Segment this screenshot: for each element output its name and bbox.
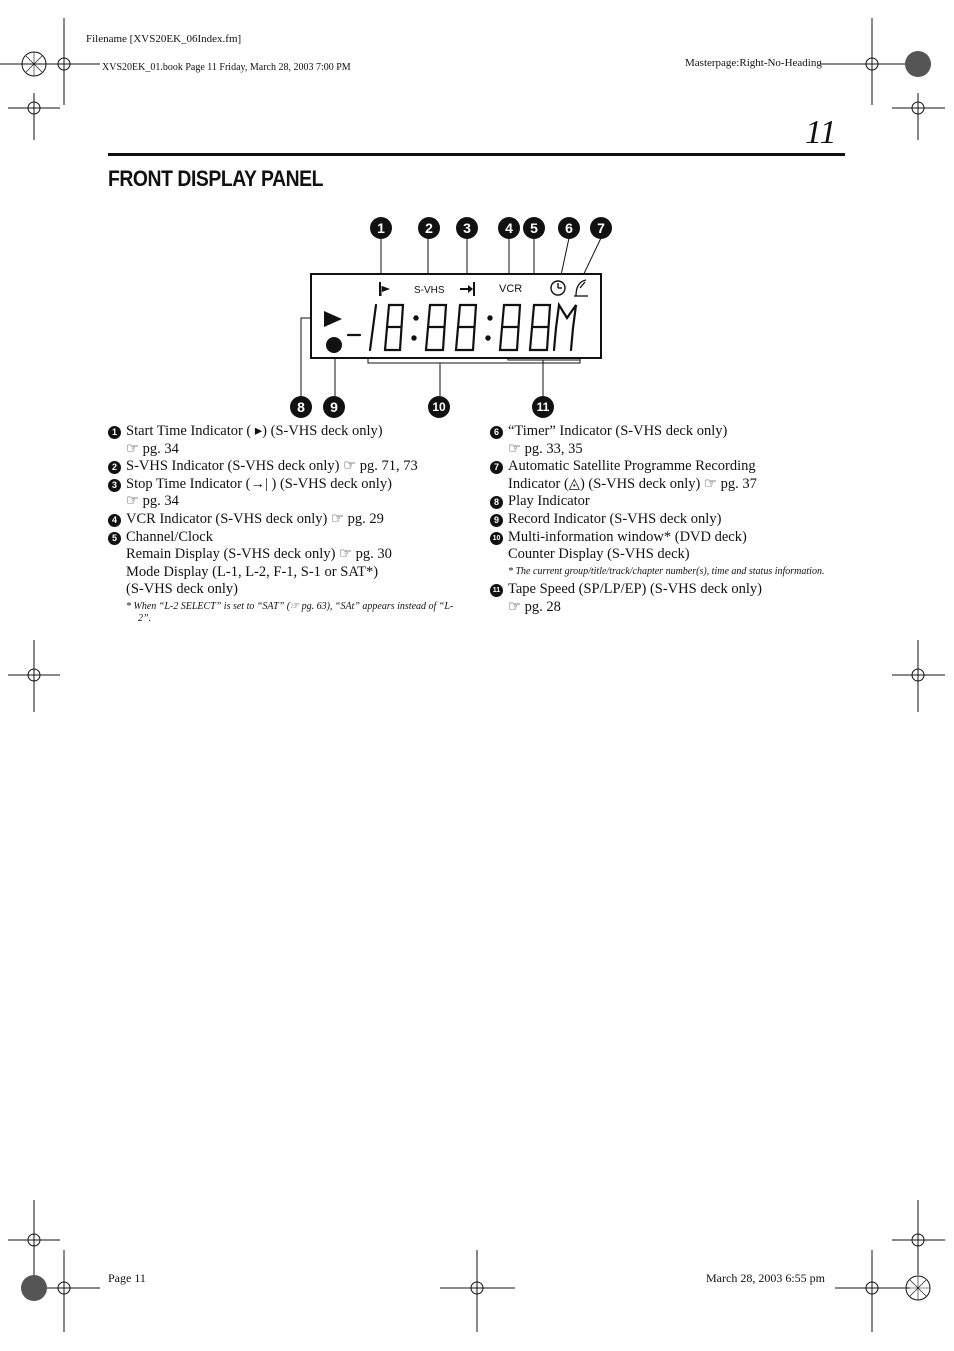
callout-10: 10 — [428, 396, 450, 418]
footer-date: March 28, 2003 6:55 pm — [706, 1271, 825, 1285]
list-item: 9 Record Indicator (S-VHS deck only) — [490, 511, 840, 529]
callout-3: 3 — [456, 217, 478, 239]
record-indicator-icon — [326, 337, 342, 353]
callout-5: 5 — [523, 217, 545, 239]
list-item: 6 “Timer” Indicator (S-VHS deck only) ☞ pg. 33, 35 — [490, 423, 840, 458]
svhs-indicator-label: S-VHS — [414, 285, 445, 296]
vcr-indicator-label: VCR — [499, 283, 523, 295]
right-description-list — [490, 423, 840, 616]
list-item: 10 Multi-information window* (DVD deck) Counter Display (S-VHS deck) — [490, 529, 840, 564]
left-description-list — [108, 423, 478, 626]
list-item: 8 Play Indicator — [490, 493, 840, 511]
callout-9: 9 — [323, 396, 345, 418]
list-item: 5 Channel/Clock Remain Display (S-VHS deck only) ☞ pg. 30 Mode Display (L-1, L-2, F-1, S-1 or SAT*) (S-VHS deck only) — [108, 529, 478, 599]
callout-7: 7 — [590, 217, 612, 239]
page-number: 11 — [805, 114, 837, 151]
header-masterpage: Masterpage:Right-No-Heading — [685, 57, 822, 69]
callout-2: 2 — [418, 217, 440, 239]
display-panel-diagram — [290, 210, 620, 420]
footer-page: Page 11 — [108, 1271, 146, 1285]
header-book-info: XVS20EK_01.book Page 11 Friday, March 28, 2003 7:00 PM — [102, 62, 351, 73]
footnote-right: * The current group/title/track/chapter number(s), time and status information. — [508, 565, 825, 577]
callout-1: 1 — [370, 217, 392, 239]
list-item: 3 Stop Time Indicator (→| ) (S-VHS deck only) ☞ pg. 34 — [108, 476, 478, 511]
list-item: 2 S-VHS Indicator (S-VHS deck only) ☞ pg. 71, 73 — [108, 458, 478, 476]
list-item: 11 Tape Speed (SP/LP/EP) (S-VHS deck only) ☞ pg. 28 — [490, 581, 840, 616]
list-item: 4 VCR Indicator (S-VHS deck only) ☞ pg. 29 — [108, 511, 478, 529]
callout-8: 8 — [290, 396, 312, 418]
callout-11: 11 — [532, 396, 554, 418]
callout-6: 6 — [558, 217, 580, 239]
page-title: FRONT DISPLAY PANEL — [108, 166, 324, 191]
header-filename: Filename [XVS20EK_06Index.fm] — [86, 33, 242, 45]
heading-rule — [108, 153, 845, 156]
list-item: 7 Automatic Satellite Programme Recording Indicator (◬) (S-VHS deck only) ☞ pg. 37 — [490, 458, 840, 493]
list-item: 1 Start Time Indicator ( ▸) (S-VHS deck only) ☞ pg. 34 — [108, 423, 478, 458]
callout-4: 4 — [498, 217, 520, 239]
footnote-left: * When “L-2 SELECT” is set to “SAT” (☞ pg. 63), “SAt” appears instead of “L-2”. — [126, 600, 454, 625]
